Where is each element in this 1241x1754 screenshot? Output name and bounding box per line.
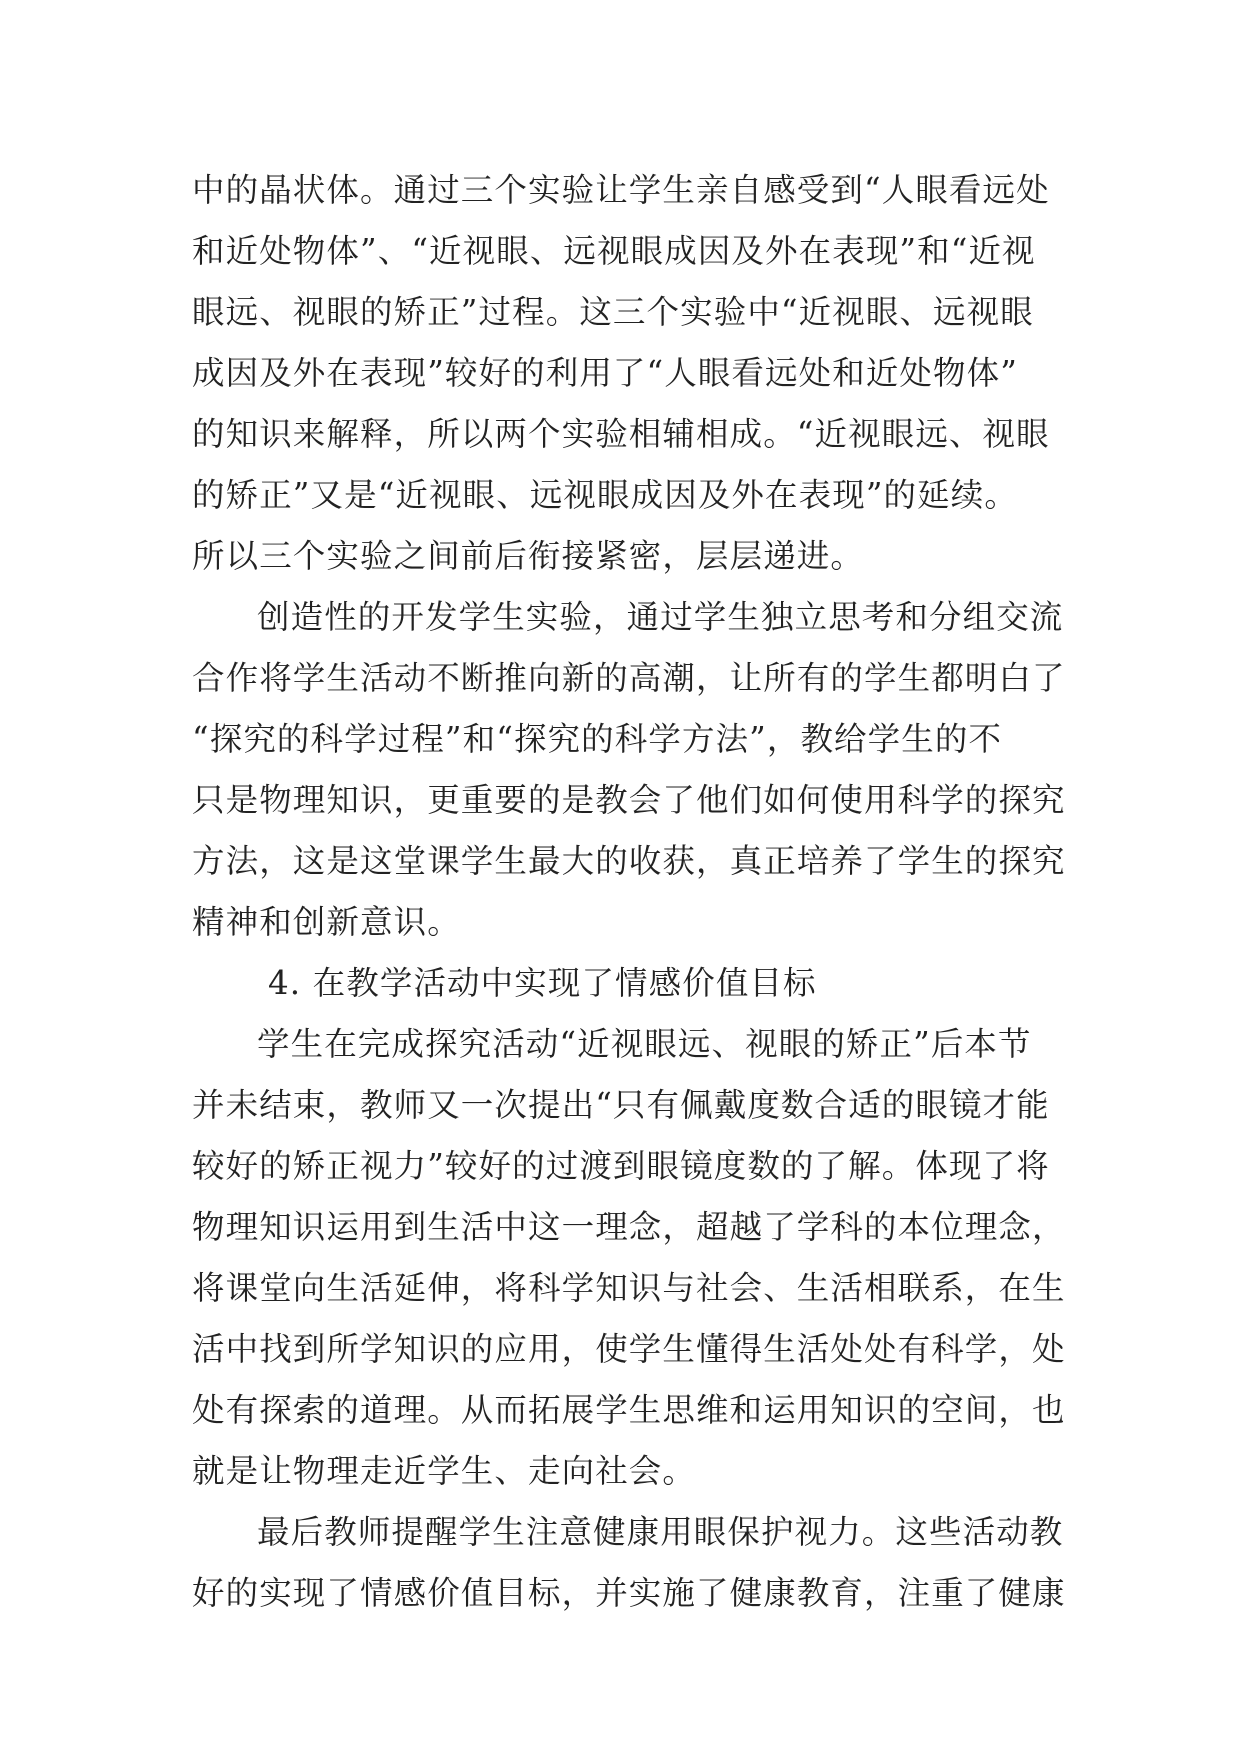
text-line: 处有探索的道理。从而拓展学生思维和运用知识的空间，也	[192, 1391, 1066, 1429]
text-line: 活中找到所学知识的应用，使学生懂得生活处处有科学，处	[192, 1330, 1066, 1368]
text-line: 和近处物体”、“近视眼、远视眼成因及外在表现”和“近视	[192, 232, 1036, 270]
text-line: 好的实现了情感价值目标，并实施了健康教育，注重了健康	[192, 1574, 1066, 1612]
text-line: 并未结束，教师又一次提出“只有佩戴度数合适的眼镜才能	[192, 1086, 1050, 1124]
text-line: 就是让物理走近学生、走向社会。	[192, 1452, 697, 1490]
text-line: 方法，这是这堂课学生最大的收获，真正培养了学生的探究	[192, 842, 1066, 880]
text-line: 的矫正”又是“近视眼、远视眼成因及外在表现”的延续。	[192, 476, 1018, 514]
text-line: 合作将学生活动不断推向新的高潮，让所有的学生都明白了	[192, 659, 1066, 697]
text-line: 所以三个实验之间前后衔接紧密，层层递进。	[192, 537, 865, 575]
section-heading: 4. 在教学活动中实现了情感价值目标	[268, 964, 817, 1002]
text-line: 精神和创新意识。	[192, 903, 461, 941]
body-text	[192, 160, 1072, 1624]
paragraph-start-line: 学生在完成探究活动“近视眼远、视眼的矫正”后本节	[257, 1025, 1032, 1063]
paragraph-start-line: 最后教师提醒学生注意健康用眼保护视力。这些活动教	[257, 1513, 1064, 1551]
text-line: 物理知识运用到生活中这一理念，超越了学科的本位理念，	[192, 1208, 1066, 1246]
text-line: “探究的科学过程”和“探究的科学方法”，教给学生的不	[192, 720, 1003, 758]
text-line: 成因及外在表现”较好的利用了“人眼看远处和近处物体”	[192, 354, 1018, 392]
text-line: 将课堂向生活延伸，将科学知识与社会、生活相联系，在生	[192, 1269, 1066, 1307]
paragraph-start-line: 创造性的开发学生实验，通过学生独立思考和分组交流	[257, 598, 1064, 636]
text-line: 中的晶状体。通过三个实验让学生亲自感受到“人眼看远处	[192, 171, 1050, 209]
text-line: 眼远、视眼的矫正”过程。这三个实验中“近视眼、远视眼	[192, 293, 1034, 331]
text-line: 只是物理知识，更重要的是教会了他们如何使用科学的探究	[192, 781, 1066, 819]
text-line: 的知识来解释，所以两个实验相辅相成。“近视眼远、视眼	[192, 415, 1050, 453]
text-line: 较好的矫正视力”较好的过渡到眼镜度数的了解。体现了将	[192, 1147, 1050, 1185]
